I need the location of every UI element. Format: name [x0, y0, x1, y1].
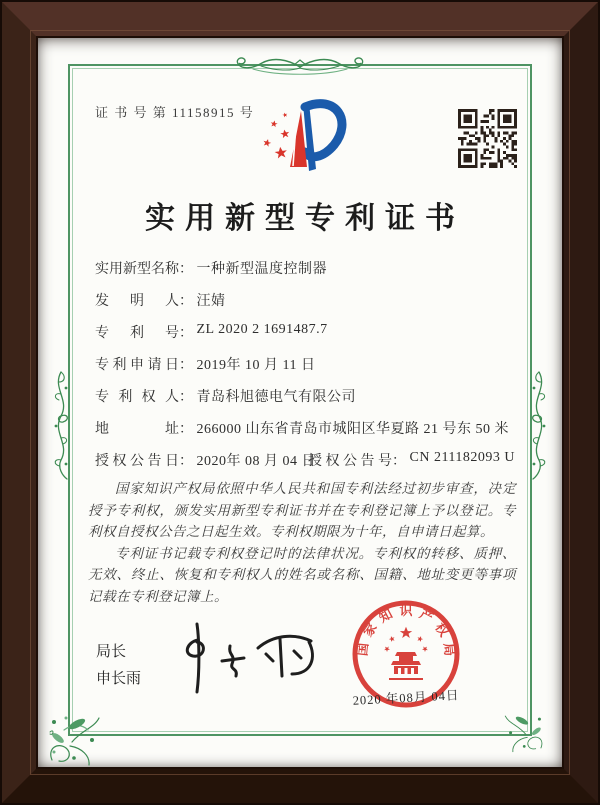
- field-row-inventor: [95, 290, 525, 322]
- field-label: 专利申请日: [95, 358, 179, 373]
- field-colon: ：: [179, 294, 193, 309]
- field-colon: ：: [179, 262, 193, 277]
- officer-block: [96, 639, 141, 693]
- field-colon: ：: [392, 454, 406, 469]
- field-label: 授权公告日: [95, 454, 179, 469]
- legal-paragraph: 国家知识产权局依照中华人民共和国专利法经过初步审查，决定授予专利权，颁发实用新型专利证书并在专利登记簿上予以登记。专利权自授权公告之日起生效。专利权期限为十年，自申请日起算。: [88, 481, 516, 539]
- grant-date-pair: [95, 450, 316, 469]
- bottom-left-floral-icon: [44, 710, 102, 768]
- officer-title: 局长: [96, 644, 127, 660]
- bottom-right-floral-icon: [503, 710, 547, 754]
- field-label: 专利权人: [95, 390, 179, 405]
- qr-code: [458, 109, 517, 168]
- officer-name: 申长雨: [96, 671, 142, 687]
- field-value: 汪婧: [196, 294, 226, 309]
- field-label: 专利号: [95, 326, 179, 341]
- field-row-patentee: [95, 386, 525, 418]
- certificate-page: [38, 38, 562, 767]
- seal-char: 权: [432, 620, 452, 640]
- field-value: 青岛科旭德电气有限公司: [196, 390, 356, 405]
- legal-text: [88, 478, 516, 607]
- field-value: 2019年 10 月 11 日: [196, 358, 316, 373]
- field-colon: ：: [179, 358, 193, 373]
- field-label: 发明人: [95, 294, 179, 309]
- field-value: 2020年 08 月 04 日: [196, 454, 316, 469]
- seal-char: 国: [354, 642, 371, 657]
- seal-char: 局: [441, 642, 458, 657]
- field-colon: ：: [179, 390, 193, 405]
- field-colon: ：: [179, 454, 193, 469]
- field-colon: ：: [179, 422, 193, 437]
- field-value: 一种新型温度控制器: [196, 262, 327, 277]
- field-row-address: [95, 418, 525, 450]
- seal-emblem: [383, 627, 429, 680]
- left-flourish-icon: [46, 368, 76, 483]
- certificate-number: 证 书 号 第 11158915 号: [95, 105, 255, 120]
- field-row-filing-date: [95, 354, 525, 386]
- field-value: 266000 山东省青岛市城阳区华夏路 21 号东 50 米: [196, 422, 509, 437]
- field-label: 授权公告号: [308, 454, 392, 469]
- field-row-name: [95, 258, 525, 290]
- field-label: 地址: [95, 422, 179, 437]
- field-row-patent-number: [95, 322, 525, 354]
- seal-char: 识: [399, 603, 413, 618]
- seal-char: 产: [417, 605, 436, 626]
- field-value: ZL 2020 2 1691487.7: [196, 322, 328, 337]
- field-colon: ：: [179, 326, 193, 341]
- field-label: 实用新型名称: [95, 262, 179, 277]
- top-flourish-icon: [231, 50, 369, 84]
- seal-date: 2020 年08月 04日: [352, 688, 460, 708]
- cnipa-logo-icon: [248, 93, 358, 188]
- signature-handwriting-icon: [156, 616, 336, 701]
- legal-paragraph: 专利证书记载专利权登记时的法律状况。专利权的转移、质押、无效、终止、恢复和专利权人的姓名或名称、国籍、地址变更等事项记载在专利登记簿上。: [88, 545, 516, 604]
- field-value: CN 211182093 U: [409, 450, 516, 465]
- grant-number-pair: [308, 450, 515, 470]
- certificate-title: 实用新型专利证书: [145, 202, 465, 235]
- field-list: [95, 258, 525, 482]
- seal-char: 家: [360, 620, 380, 640]
- right-flourish-icon: [524, 368, 554, 483]
- seal-char: 知: [376, 605, 395, 626]
